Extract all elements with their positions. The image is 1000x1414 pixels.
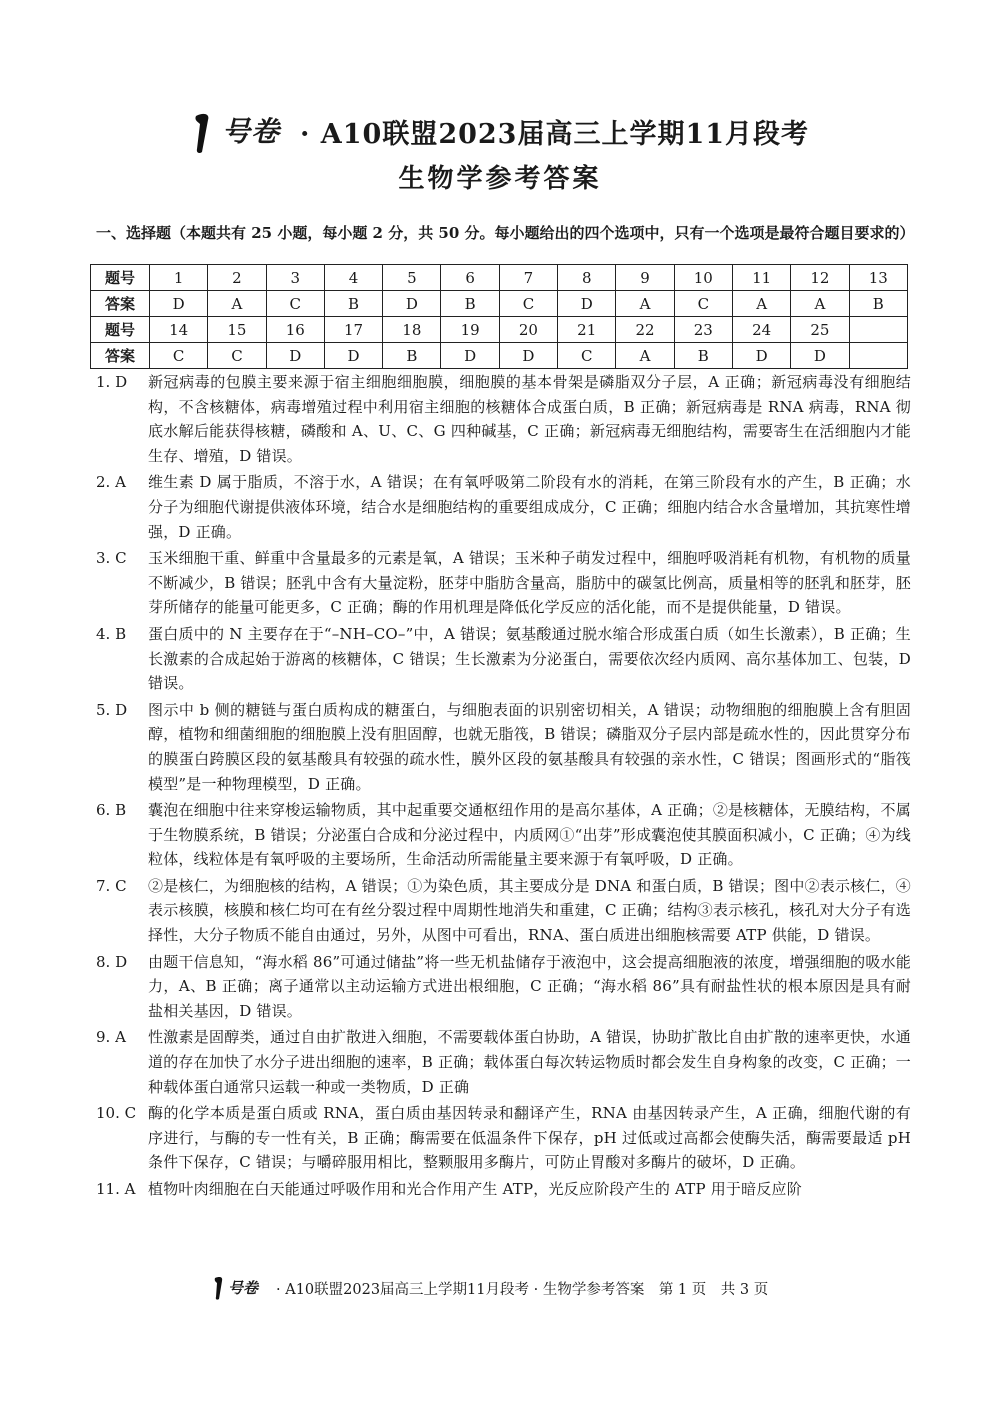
answer-cell: D bbox=[558, 291, 616, 317]
logo-text: 号卷 bbox=[222, 115, 281, 148]
explanation-item bbox=[96, 546, 911, 620]
answer-cell: C bbox=[208, 343, 266, 369]
explanation-number: 3. C bbox=[96, 549, 127, 568]
answer-row-label: 答案 bbox=[91, 343, 150, 369]
question-number-cell bbox=[849, 317, 907, 343]
answer-cell: D bbox=[383, 291, 441, 317]
question-number-cell: 6 bbox=[441, 265, 499, 291]
explanation-number: 9. A bbox=[96, 1028, 126, 1047]
explanation-item bbox=[96, 1101, 911, 1175]
explanation-text: 新冠病毒的包膜主要来源于宿主细胞细胞膜，细胞膜的基本骨架是磷脂双分子层，A 正确；新冠病毒没有细胞结构，不含核糖体，病毒增殖过程中利用宿主细胞的核糖体合成蛋白质，B 正确；新冠病毒是 RNA 病毒，RNA 彻底水解后能获得核糖，磷酸和 A、U、C、G 四种碱基，C 正确；新冠病毒无细胞结构，需要寄生在活细胞内才能生存、增殖，D 错误。 bbox=[148, 373, 911, 465]
question-number-cell: 16 bbox=[266, 317, 324, 343]
explanation-item bbox=[96, 874, 911, 948]
question-number-cell: 22 bbox=[616, 317, 674, 343]
answer-cell: D bbox=[732, 343, 790, 369]
question-number-cell: 13 bbox=[849, 265, 907, 291]
table-row-questions bbox=[91, 317, 908, 343]
explanation-item bbox=[96, 470, 911, 544]
explanation-item bbox=[96, 798, 911, 872]
answer-cell: C bbox=[266, 291, 324, 317]
question-number-cell: 23 bbox=[674, 317, 732, 343]
question-number-cell: 14 bbox=[150, 317, 208, 343]
question-number-cell: 9 bbox=[616, 265, 674, 291]
explanation-text: 性激素是固醇类，通过自由扩散进入细胞，不需要载体蛋白协助，A 错误，协助扩散比自由扩散的速率更快，水通道的存在加快了水分子进出细胞的速率，B 正确；载体蛋白每次转运物质时都会发生自身构象的改变，C 正确；一种载体蛋白通常只运载一种或一类物质，D 正确 bbox=[148, 1028, 911, 1096]
explanation-number: 1. D bbox=[96, 373, 128, 391]
question-number-cell: 7 bbox=[499, 265, 557, 291]
answer-cell: C bbox=[558, 343, 616, 369]
question-number-cell: 19 bbox=[441, 317, 499, 343]
section-heading: 一、选择题（本题共有 25 小题，每小题 2 分，共 50 分。每小题给出的四个选项中，只有一个选项是最符合题目要求的） bbox=[96, 224, 915, 242]
question-number-cell: 21 bbox=[558, 317, 616, 343]
footer-text: · A10联盟2023届高三上学期11月段考 · 生物学参考答案 第 1 页 共 3 页 bbox=[276, 1282, 769, 1298]
answer-cell: C bbox=[150, 343, 208, 369]
explanation-number: 6. B bbox=[96, 801, 127, 820]
question-number-cell: 18 bbox=[383, 317, 441, 343]
question-number-cell: 24 bbox=[732, 317, 790, 343]
answer-row-label: 答案 bbox=[91, 291, 150, 317]
answer-cell: B bbox=[674, 343, 732, 369]
answer-table bbox=[90, 264, 908, 369]
question-row-label: 题号 bbox=[91, 317, 150, 343]
explanations-list bbox=[96, 370, 911, 1204]
explanation-number: 11. A bbox=[96, 1180, 136, 1198]
explanation-item bbox=[96, 950, 911, 1024]
explanation-item bbox=[96, 698, 911, 796]
explanation-number: 7. C bbox=[96, 876, 127, 895]
answer-cell: B bbox=[441, 291, 499, 317]
explanation-item bbox=[96, 370, 911, 468]
answer-cell: A bbox=[616, 291, 674, 317]
answer-cell bbox=[849, 343, 907, 369]
answer-cell: B bbox=[383, 343, 441, 369]
table-row-answers bbox=[91, 291, 908, 317]
question-number-cell: 4 bbox=[324, 265, 382, 291]
answer-cell: D bbox=[791, 343, 849, 369]
explanation-text: 囊泡在细胞中往来穿梭运输物质，其中起重要交通枢纽作用的是高尔基体，A 正确；②是核糖体，无膜结构，不属于生物膜系统，B 错误；分泌蛋白合成和分泌过程中，内质网①“出芽”形成囊泡使其膜面积减小，C 正确；④为线粒体，线粒体是有氧呼吸的主要场所，生命活动所需能量主要来源于有氧呼吸，D 正确。 bbox=[148, 801, 911, 869]
brush-stroke-logo-icon bbox=[190, 112, 218, 154]
explanation-number: 4. B bbox=[96, 624, 127, 643]
explanation-number: 8. D bbox=[96, 952, 128, 971]
answer-cell: D bbox=[499, 343, 557, 369]
explanation-number: 2. A bbox=[96, 473, 126, 492]
answer-cell: A bbox=[616, 343, 674, 369]
explanation-item bbox=[96, 1025, 911, 1099]
explanation-text: ②是核仁，为细胞核的结构，A 错误；①为染色质，其主要成分是 DNA 和蛋白质，B 错误；图中②表示核仁，④表示核膜，核膜和核仁均可在有丝分裂过程中周期性地消失和重建，C 正确；结构③表示核孔，核孔对大分子有选择性，大分子物质不能自由通过，另外，从图中可看出，RNA、蛋白质进出细胞核需要 ATP 供能，D 错误。 bbox=[148, 876, 911, 945]
explanation-text: 植物叶肉细胞在白天能通过呼吸作用和光合作用产生 ATP，光反应阶段产生的 ATP 用于暗反应阶 bbox=[148, 1180, 802, 1198]
footer-brush-logo-icon bbox=[212, 1276, 226, 1300]
question-number-cell: 3 bbox=[266, 265, 324, 291]
question-number-cell: 17 bbox=[324, 317, 382, 343]
document-header bbox=[0, 98, 1000, 208]
answer-cell: A bbox=[732, 291, 790, 317]
document-title: · A10联盟2023届高三上学期11月段考 bbox=[300, 119, 810, 150]
explanation-number: 10. C bbox=[96, 1104, 137, 1123]
question-number-cell: 8 bbox=[558, 265, 616, 291]
question-number-cell: 25 bbox=[791, 317, 849, 343]
explanation-text: 蛋白质中的 N 主要存在于“–NH–CO–”中，A 错误；氨基酸通过脱水缩合形成蛋白质（如生长激素），B 正确；生长激素的合成起始于游离的核糖体，C 错误；生长激素为分泌蛋白，需要依次经内质网、高尔基体加工、包装，D 错误。 bbox=[148, 624, 911, 693]
question-number-cell: 12 bbox=[791, 265, 849, 291]
explanation-text: 维生素 D 属于脂质，不溶于水，A 错误；在有氧呼吸第二阶段有水的消耗，在第三阶段有水的产生，B 正确；水分子为细胞代谢提供液体环境，结合水是细胞结构的重要组成成分，C 正确；细胞内结合水含量增加，其抗寒性增强，D 正确。 bbox=[148, 473, 911, 541]
answer-cell: C bbox=[674, 291, 732, 317]
question-number-cell: 1 bbox=[150, 265, 208, 291]
explanation-text: 玉米细胞干重、鲜重中含量最多的元素是氧，A 错误；玉米种子萌发过程中，细胞呼吸消耗有机物，有机物的质量不断减少，B 错误；胚乳中含有大量淀粉，胚芽中脂肪含量高，脂肪中的碳氢比例高，质量相等的胚乳和胚芽，胚芽所储存的能量可能更多，C 正确；酶的作用机理是降低化学反应的活化能，而不是提供能量，D 错误。 bbox=[148, 549, 911, 617]
answer-cell: A bbox=[208, 291, 266, 317]
footer-logo-text: 号卷 bbox=[228, 1279, 259, 1297]
page-footer bbox=[0, 1274, 1000, 1304]
question-number-cell: 10 bbox=[674, 265, 732, 291]
answer-cell: D bbox=[150, 291, 208, 317]
table-row-questions bbox=[91, 265, 908, 291]
answer-cell: D bbox=[441, 343, 499, 369]
explanation-text: 由题干信息知，“海水稻 86”可通过储盐”将一些无机盐储存于液泡中，这会提高细胞液的浓度，增强细胞的吸水能力，A、B 正确；离子通常以主动运输方式进出根细胞，C 正确；“海水稻 86”具有耐盐性状的根本原因是具有耐盐相关基因，D 错误。 bbox=[148, 952, 911, 1020]
question-number-cell: 2 bbox=[208, 265, 266, 291]
explanation-number: 5. D bbox=[96, 700, 128, 719]
answer-cell: B bbox=[324, 291, 382, 317]
explanation-text: 酶的化学本质是蛋白质或 RNA，蛋白质由基因转录和翻译产生，RNA 由基因转录产生，A 正确，细胞代谢的有序进行，与酶的专一性有关，B 正确；酶需要在低温条件下保存，pH 过低或过高都会使酶失活，酶需要最适 pH 条件下保存，C 错误；与嚼碎服用相比，整颗服用多酶片，可防止胃酸对多酶片的破坏，D 正确。 bbox=[148, 1104, 911, 1172]
answer-cell: C bbox=[499, 291, 557, 317]
explanation-item bbox=[96, 622, 911, 696]
question-number-cell: 15 bbox=[208, 317, 266, 343]
answer-cell: B bbox=[849, 291, 907, 317]
explanation-item bbox=[96, 1177, 911, 1202]
answer-cell: D bbox=[266, 343, 324, 369]
answer-cell: A bbox=[791, 291, 849, 317]
question-row-label: 题号 bbox=[91, 265, 150, 291]
question-number-cell: 20 bbox=[499, 317, 557, 343]
question-number-cell: 11 bbox=[732, 265, 790, 291]
table-row-answers bbox=[91, 343, 908, 369]
answer-cell: D bbox=[324, 343, 382, 369]
document-subtitle: 生物学参考答案 bbox=[398, 164, 602, 194]
explanation-text: 图示中 b 侧的糖链与蛋白质构成的糖蛋白，与细胞表面的识别密切相关，A 错误；动物细胞的细胞膜上含有胆固醇，植物和细菌细胞的细胞膜上没有胆固醇，也就无脂筏，B 错误；磷脂双分子层内部是疏水性的，因此贯穿分布的膜蛋白跨膜区段的氨基酸具有较强的疏水性，膜外区段的氨基酸具有较强的亲水性，C 错误；图画形式的“脂筏模型”是一种物理模型，D 正确。 bbox=[148, 700, 911, 793]
question-number-cell: 5 bbox=[383, 265, 441, 291]
